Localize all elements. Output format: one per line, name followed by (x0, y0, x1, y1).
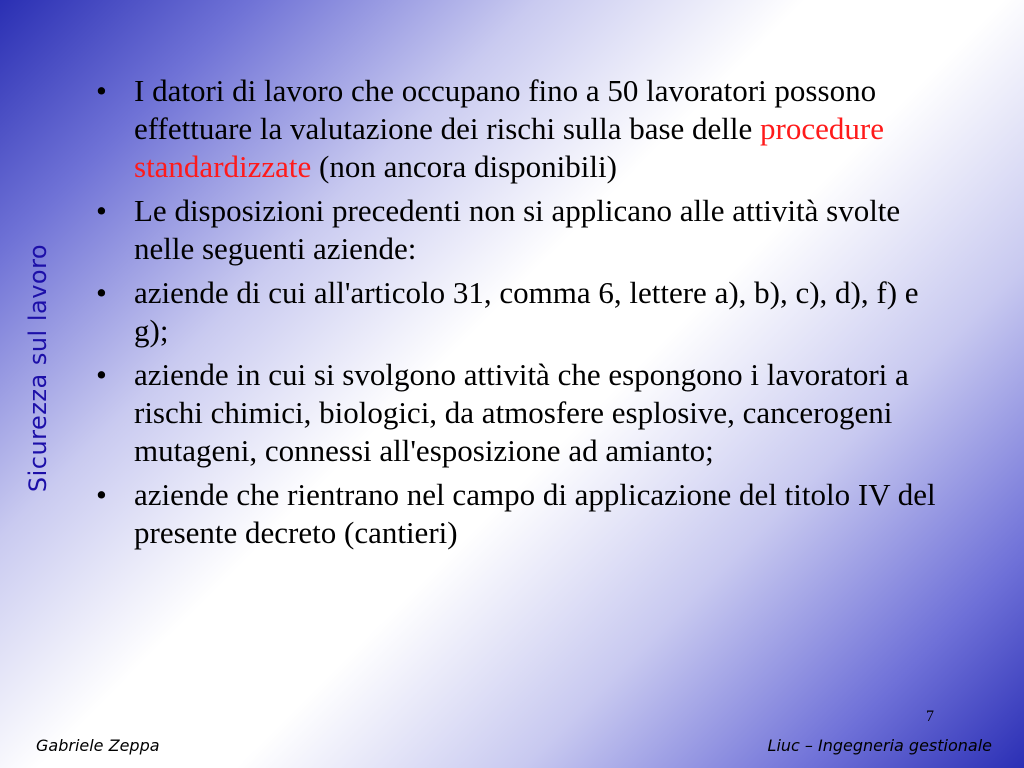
bullet-item (96, 192, 956, 268)
bullet-item (96, 356, 956, 470)
bullet-marker: • (96, 193, 107, 228)
bullet-marker: • (96, 357, 107, 392)
bullet-text-continuation: (non ancora disponibili) (311, 149, 617, 184)
bullet-text: Le disposizioni precedenti non si applicano alle attività svolte nelle seguenti aziende: (134, 193, 901, 266)
side-title: Sicurezza sul lavoro (24, 243, 52, 493)
bullet-item (96, 476, 956, 552)
bullet-marker: • (96, 73, 107, 108)
highlighted-text: procedure standardizzate (134, 111, 884, 184)
bullet-marker: • (96, 477, 107, 512)
bullet-text: aziende di cui all'articolo 31, comma 6, lettere a), b), c), d), f) e g); (134, 275, 919, 348)
slide-content (96, 72, 956, 558)
bullet-text: I datori di lavoro che occupano fino a 50 lavoratori possono effettuare la valutazione dei rischi sulla base delle (134, 73, 877, 146)
bullet-item (96, 274, 956, 350)
bullet-item (96, 72, 956, 186)
footer-institution: Liuc – Ingegneria gestionale (767, 736, 992, 755)
bullet-marker: • (96, 275, 107, 310)
bullet-text: aziende in cui si svolgono attività che espongono i lavoratori a rischi chimici, biologici, da atmosfere esplosive, cancerogeni mutageni, connessi all'esposizione ad amianto; (134, 357, 909, 468)
footer-author: Gabriele Zeppa (36, 736, 160, 755)
bullet-text: aziende che rientrano nel campo di applicazione del titolo IV del presente decreto (cantieri) (134, 477, 936, 550)
page-number: 7 (926, 708, 934, 725)
bullet-list (96, 72, 956, 552)
